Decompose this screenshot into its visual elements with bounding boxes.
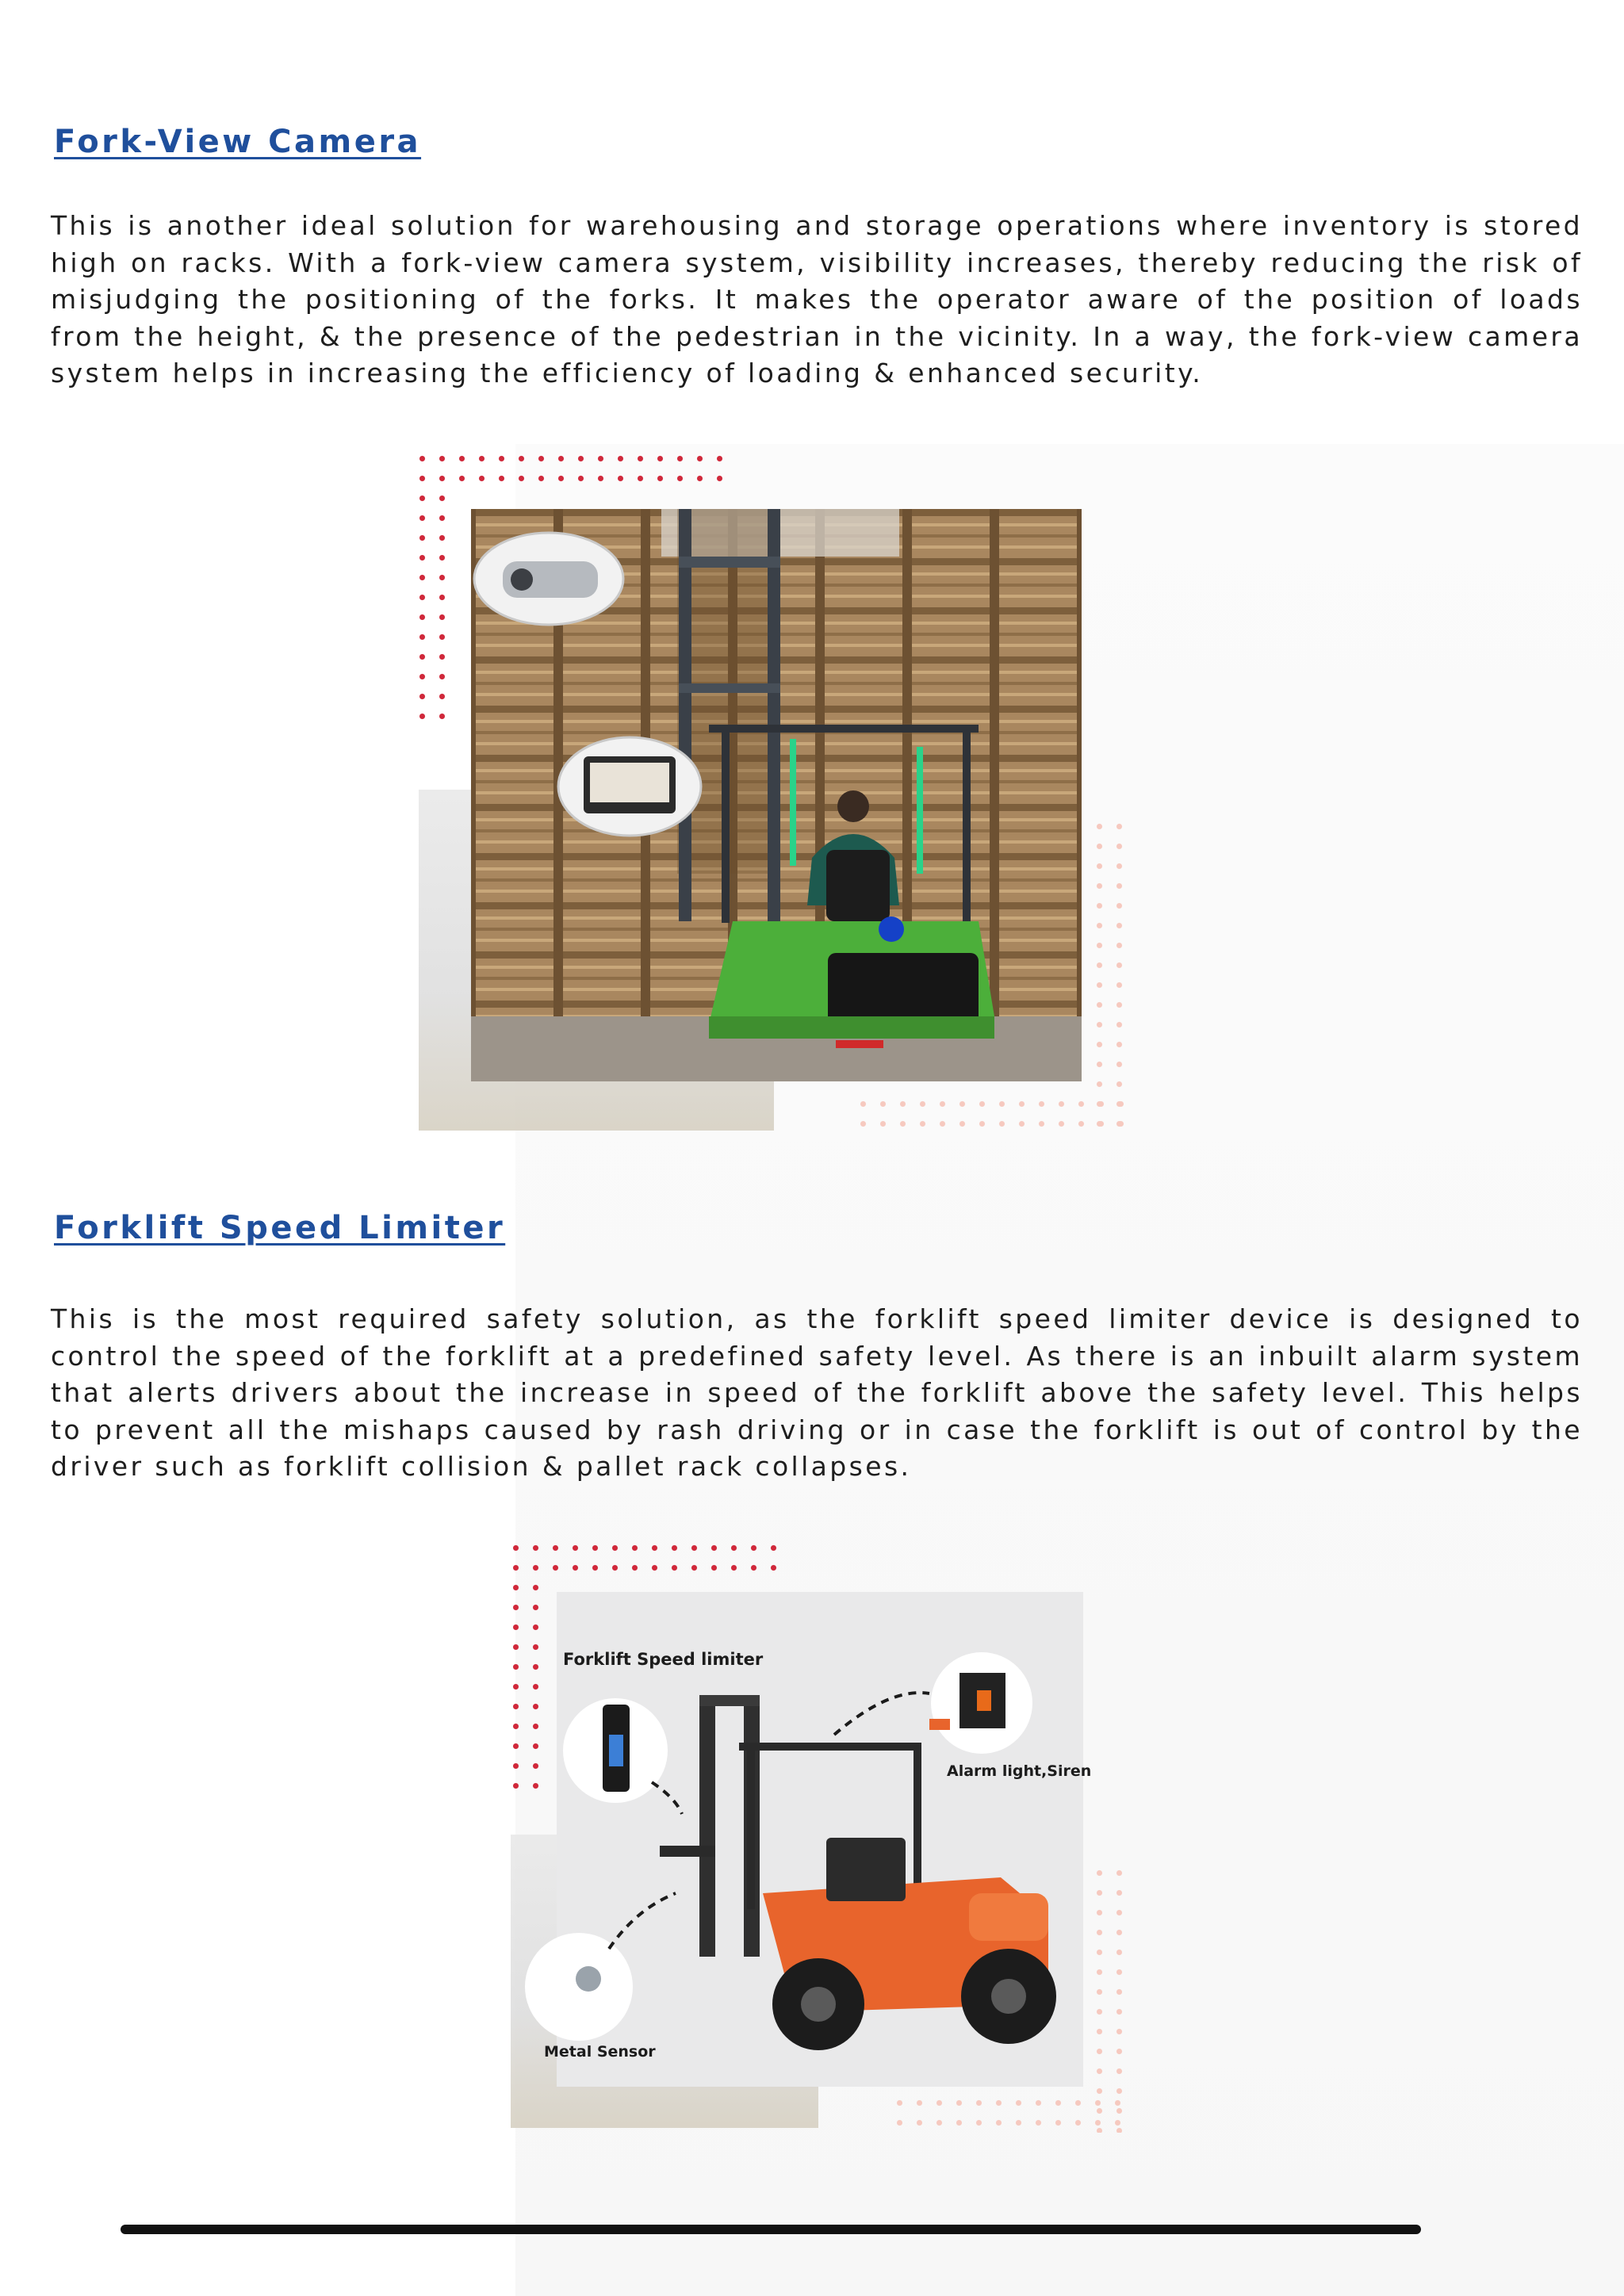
forklift-warehouse-illustration <box>471 509 1082 1081</box>
speed-limiter-diagram <box>544 1592 1092 2087</box>
section-body-forklift-speed-limiter: This is the most required safety solution, as the forklift speed limiter device is designed to control the speed of the forklift at a predefined safety level. As there is an inbuilt alarm system that alerts drivers about the increase in speed of the forklift above the safety level. This helps to prevent all the mishaps caused by rash driving or in case the forklift is out of control by the driver such as forklift collision & pallet rack collapses. <box>51 1303 1583 1482</box>
decorative-dots-pink <box>1090 817 1129 1134</box>
decorative-dots-red <box>412 449 730 488</box>
decorative-dots-pink <box>1090 1863 1129 2133</box>
diagram-title: Forklift Speed limiter <box>563 1650 764 1669</box>
decorative-dots-red <box>506 1578 546 1792</box>
metal-sensor-label: Metal Sensor <box>544 2043 656 2061</box>
decorative-dots-red <box>412 488 452 726</box>
alarm-light-label: Alarm light,Siren <box>947 1762 1092 1780</box>
decorative-dots-pink <box>853 1094 1131 1134</box>
horizontal-scrollbar[interactable] <box>121 2225 1421 2234</box>
section-heading-fork-view-camera[interactable]: Fork-View Camera <box>54 124 422 160</box>
decorative-dots-pink <box>890 2093 1128 2133</box>
speed-limiter-illustration <box>544 1592 1092 2087</box>
section-body-fork-view-camera: This is another ideal solution for warehousing and storage operations where inventory is stored high on racks. With a fork-view camera system, visibility increases, thereby reducing the risk of misjudging the positioning of the forks. It makes the operator aware of the position of loads from the height, & the presence of the pedestrian in the vicinity. In a way, the fork-view camera system helps in increasing the efficiency of loading & enhanced security. <box>51 210 1583 388</box>
section-heading-forklift-speed-limiter[interactable]: Forklift Speed Limiter <box>54 1210 506 1246</box>
forklift-warehouse-photo <box>471 509 1082 1081</box>
decorative-dots-red <box>506 1538 783 1578</box>
